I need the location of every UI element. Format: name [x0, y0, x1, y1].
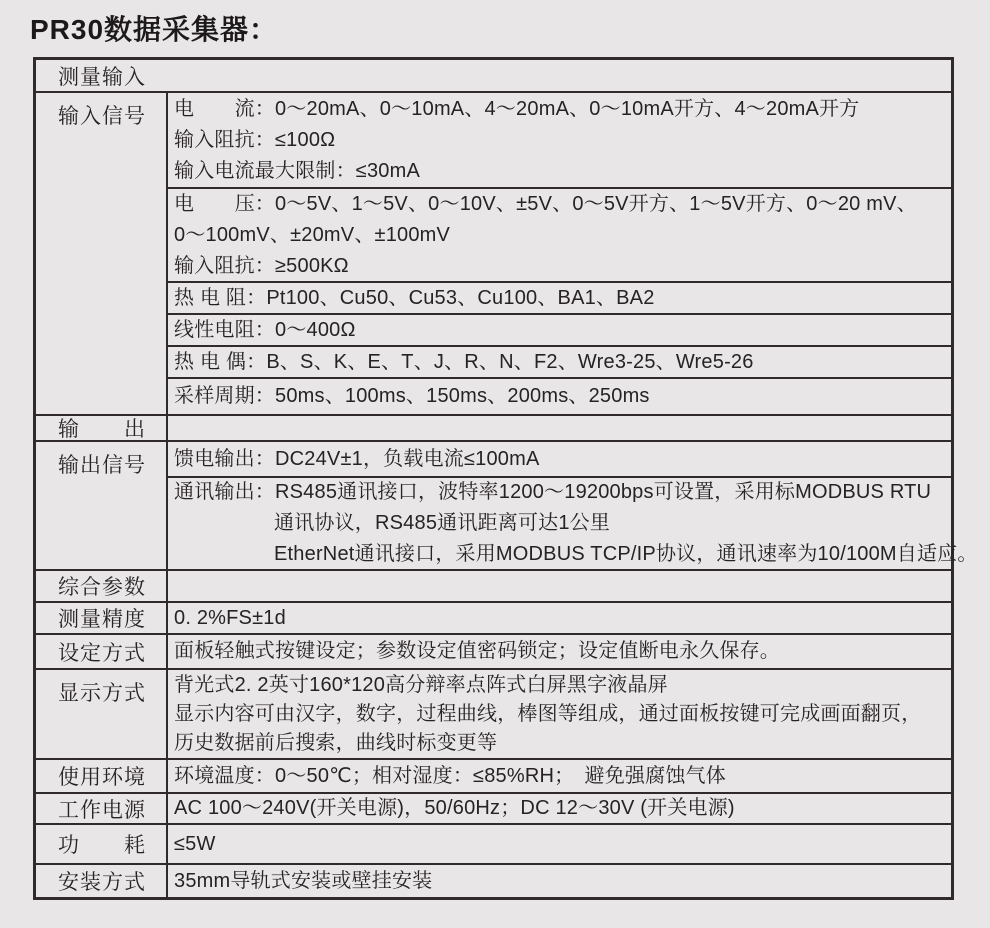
empty-cell	[168, 416, 951, 440]
spec-line: ≤5W	[174, 832, 216, 855]
spec-line: 通讯协议，RS485通讯距离可达1公里	[274, 512, 611, 534]
spec-line: 面板轻触式按键设定；参数设定值密码锁定；设定值断电永久保存。	[174, 640, 780, 662]
row-label: 输出信号	[36, 442, 168, 569]
row-label: 安装方式	[36, 865, 168, 897]
operating-environment-row	[36, 758, 951, 792]
sampling-period-cell	[168, 377, 951, 414]
spec-line: 环境温度：0～50℃；相对湿度：≤85%RH； 避免强腐蚀气体	[174, 764, 726, 787]
row-content	[168, 635, 951, 668]
spec-table	[33, 57, 978, 900]
spec-line: 采样周期：50ms、100ms、150ms、200ms、250ms	[174, 385, 650, 407]
empty-cell	[168, 571, 951, 601]
spec-line: 0～100mV、±20mV、±100mV	[174, 223, 451, 246]
spec-line: 热 电 偶：B、S、K、E、T、J、R、N、F2、Wre3-25、Wre5-26	[174, 350, 754, 373]
row-content	[168, 794, 951, 823]
page-title: PR30数据采集器：	[30, 14, 279, 45]
thermocouple-cell	[168, 345, 951, 377]
mounting-row	[36, 863, 951, 897]
row-content	[168, 825, 951, 863]
linear-resistance-cell	[168, 313, 951, 345]
row-content	[168, 442, 978, 569]
row-label: 设定方式	[36, 635, 168, 668]
row-label: 综合参数	[36, 571, 168, 601]
spec-line: 电 压：0～5V、1～5V、0～10V、±5V、0～5V开方、1～5V开方、0～20 mV、	[174, 192, 917, 215]
row-content	[168, 760, 951, 792]
row-label: 工作电源	[36, 794, 168, 823]
spec-line: 热 电 阻：Pt100、Cu50、Cu53、Cu100、BA1、BA2	[174, 286, 655, 309]
row-content	[168, 670, 951, 758]
row-label: 测量精度	[36, 603, 168, 633]
power-supply-row	[36, 792, 951, 823]
spec-line: 显示内容可由汉字，数字，过程曲线，棒图等组成，通过面板按键可完成画面翻页，	[174, 702, 922, 725]
communication-cell	[168, 476, 978, 569]
row-label: 显示方式	[36, 670, 168, 758]
row-label: 输 出	[36, 416, 168, 440]
spec-line: 历史数据前后搜索，曲线时标变更等	[174, 731, 498, 754]
measurement-accuracy-row	[36, 601, 951, 633]
row-content	[168, 865, 951, 897]
spec-line: EtherNet通讯接口，采用MODBUS TCP/IP协议，通讯速率为10/100M自适应。	[274, 543, 978, 565]
output-section-row	[36, 414, 951, 440]
measurement-input-row	[36, 60, 951, 91]
current-input-cell	[168, 93, 951, 187]
spec-line: 0. 2%FS±1d	[174, 606, 286, 629]
setting-method-row	[36, 633, 951, 668]
power-consumption-row	[36, 823, 951, 863]
spec-line: 馈电输出：DC24V±1，负载电流≤100mA	[174, 447, 540, 470]
spec-line: AC 100～240V(开关电源)，50/60Hz；DC 12～30V (开关电源)	[174, 797, 735, 819]
row-content	[168, 603, 951, 633]
spec-line: 线性电阻：0～400Ω	[174, 318, 356, 341]
row-label: 测量输入	[58, 65, 146, 89]
spec-line: 35mm导轨式安装或壁挂安装	[174, 869, 433, 892]
spec-line: 输入阻抗：≤100Ω	[174, 128, 336, 151]
row-label: 使用环境	[36, 760, 168, 792]
row-label: 输入信号	[36, 93, 168, 414]
general-parameters-row	[36, 569, 951, 601]
spec-line: 通讯输出：RS485通讯接口，波特率1200～19200bps可设置，采用标MODBUS RTU	[174, 481, 932, 503]
row-content	[168, 93, 951, 414]
spec-line: 电 流：0～20mA、0～10mA、4～20mA、0～10mA开方、4～20mA开方	[174, 97, 860, 120]
display-method-row	[36, 668, 951, 758]
power-feed-cell	[168, 442, 951, 476]
voltage-input-cell	[168, 187, 951, 281]
spec-line: 输入电流最大限制：≤30mA	[174, 159, 421, 182]
row-label: 功 耗	[36, 825, 168, 863]
spec-line: 输入阻抗：≥500KΩ	[174, 254, 349, 277]
input-signal-row	[36, 91, 951, 414]
spec-line: 背光式2. 2英寸160*120高分辩率点阵式白屏黑字液晶屏	[174, 673, 668, 696]
rtd-cell	[168, 281, 951, 313]
output-signal-row	[36, 440, 978, 569]
